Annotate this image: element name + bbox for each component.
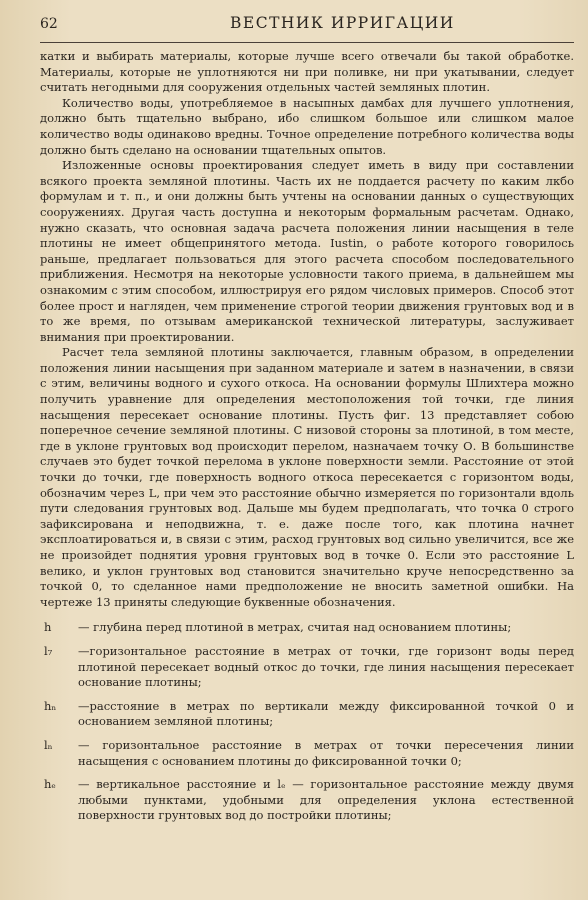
paragraph-4: Расчет тела земляной плотины заключается, главным образом, в определении положения линии насыщения при заданном материале и затем в назначении, в связи с этим, величины водного и сухого откоса. На основании формулы Шлихтера можно получить уравнение для определения местоположения той точки, где линия насыщения пересекает основание плотины. Пусть фиг. 13 представляет собою поперечное сечение земляной плотины. С низовой стороны за плотиной, в том месте, где в уклоне грунтовых вод происходит перелом, назначаем точку О. В большинстве случаев это будет точкой перелома в уклоне поверхности земли. Расстояние от этой точки до точки, где поверхность водного откоса пересекается с горизонтом воды, обозначим через L, при чем это расстояние обычно измеряется по горизонтали вдоль пути следования грунтовых вод. Дальше мы будем предполагать, что точка 0 строго зафиксирована и неподвижна, т. е. даже после того, как плотина начнет эксплоатироваться и, в связи с этим, расход грунтовых вод сильно увеличится, все же не произойдет поднятия уровня грунтовых вод в точке 0. Если это расстояние L велико, и уклон грунтовых вод становится значительно круче непосредственно за точкой 0, то сделанное нами предположение не вносить заметной ошибки. На чертеже 13 приняты следующие буквенные обозначения.: [40, 345, 574, 609]
paragraph-3: Изложенные основы проектирования следует иметь в виду при составлении всякого проекта земляной плотины. Часть их не поддается расчету по каким лкбо формулам и т. п., и они должны быть учтены на основании данных о существующих сооружениях. Другая часть доступна и некоторым формальным расчетам. Однако, нужно сказать, что основная задача расчета положения линии насыщения в теле плотины не имеет общепринятого метода. Iustin, о работе которого говорилось раньше, предлагает пользоваться для этого расчета способом последовательного приближения. Несмотря на некоторые условности такого приема, в дальнейшем мы ознакомим с этим способом, иллюстрируя его рядом числовых примеров. Способ этот более прост и нагляден, чем применение строгой теории движения грунтовых вод и в то же время, по отзывам американской технической литературы, заслуживает внимания при проектировании.: [40, 158, 574, 344]
definition-symbol: hₑ: [44, 777, 56, 792]
journal-title: ВЕСТНИК ИРРИГАЦИИ: [230, 14, 455, 32]
definition-text: — глубина перед плотиной в метрах, считая над основанием плотины;: [78, 620, 512, 635]
definition-item: [40, 738, 574, 769]
definition-text: — горизонтальное расстояние в метрах от точки пересечения линии насыщения с основанием плотины до фиксированной точки 0;: [78, 737, 574, 768]
definition-symbol: hₙ: [44, 698, 57, 713]
definition-item: [40, 777, 574, 824]
definition-text: —расстояние в метрах по вертикали между фиксированной точкой 0 и основанием земляной плотины;: [78, 698, 574, 729]
definition-item: [40, 620, 574, 636]
definition-item: [40, 699, 574, 730]
paragraph-2: Количество воды, употребляемое в насыпных дамбах для лучшего уплотнения, должно быть тщательно выбрано, ибо слишком большое или слишком малое количество воды одинаково вредны. Точное определение потребного количества воды должно быть сделано на основании тщательных опытов.: [40, 95, 574, 157]
definitions-list: [40, 620, 574, 824]
definition-item: [40, 644, 574, 691]
definition-symbol: l₇: [44, 643, 53, 658]
definition-symbol: h: [44, 620, 52, 635]
definition-text: — вертикальное расстояние и lₑ — горизонтальное расстояние между двумя любыми пунктами, удобными для определения уклона естественной поверхности грунтовых вод до постройки плотины;: [78, 777, 574, 823]
page-number: 62: [40, 16, 58, 32]
body-text: [40, 49, 574, 610]
page-header: [40, 14, 574, 43]
definition-symbol: lₙ: [44, 737, 53, 752]
paragraph-1: катки и выбирать материалы, которые лучше всего отвечали бы такой обработке. Материалы, которые не уплотняются ни при поливке, ни при укатывании, следует считать негодными для сооружения отдельных частей земляных плотин.: [40, 49, 574, 95]
definition-text: —горизонтальное расстояние в метрах от точки, где горизонт воды перед плотиной пересекает водный откос до точки, где линия насыщения пересекает основание плотины;: [78, 643, 574, 690]
